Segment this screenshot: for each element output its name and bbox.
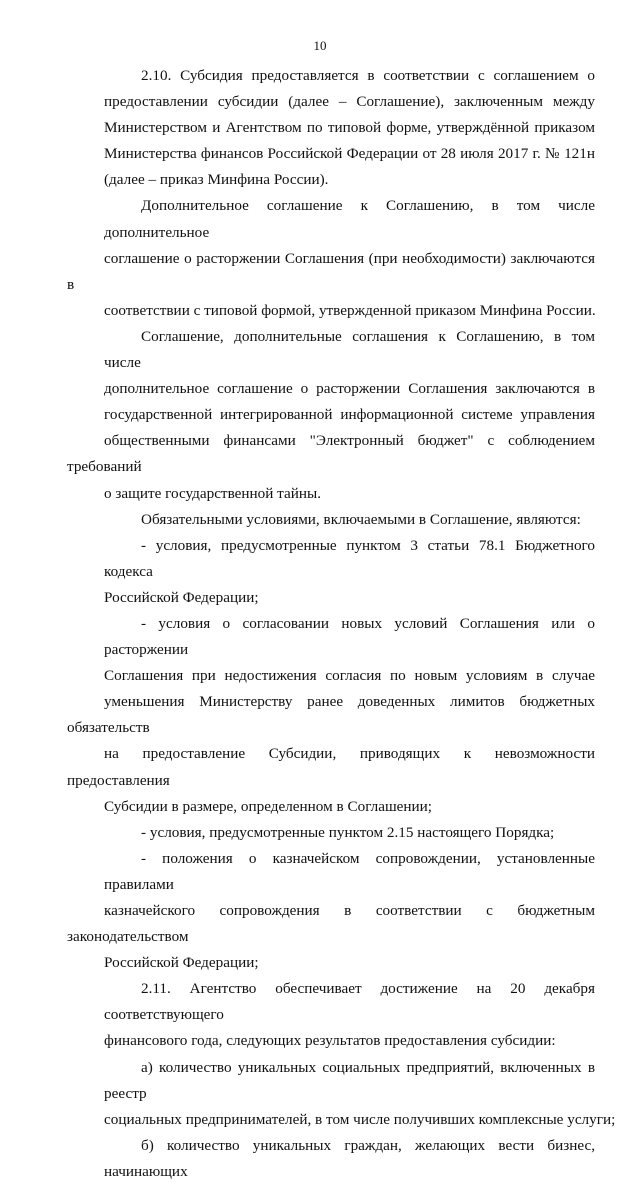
text-line: Обязательными условиями, включаемыми в Соглашение, являются: [141, 510, 581, 528]
paragraph-usloviya-soglasovanie [67, 611, 595, 820]
paragraph-2-10 [67, 63, 595, 193]
paragraph-elektronny-budzhet [67, 324, 595, 507]
text-line: государственной интегрированной информационной системе управления [104, 406, 595, 424]
paragraph-2-11-a [67, 1055, 616, 1133]
text-line: Министерства финансов Российской Федерации от 28 июля 2017 г. № 121н [104, 145, 595, 163]
text-line: социальных предпринимателей, в том числе получивших комплексные услуги; [104, 1110, 616, 1128]
document-body [67, 63, 616, 1185]
paragraph-dop-soglashenie [67, 193, 595, 323]
paragraph-usloviya-78-1 [67, 533, 595, 611]
paragraph-usloviya-2-15 [67, 820, 595, 846]
text-line: Российской Федерации; [104, 954, 259, 972]
text-line: 2.10. Субсидия предоставляется в соответствии с соглашением о [141, 67, 595, 84]
text-line: финансового года, следующих результатов предоставления субсидии: [104, 1032, 556, 1050]
text-line: соглашение о расторжении Соглашения (при необходимости) заключаются в [67, 249, 595, 293]
text-line: предоставлении субсидии (далее – Соглашение), заключенным между [104, 93, 595, 111]
text-line: Российской Федерации; [104, 588, 259, 606]
text-line: соответствии с типовой формой, утвержденной приказом Минфина России. [104, 301, 596, 319]
text-line: 2.11. Агентство обеспечивает достижение на 20 декабря соответствующего [104, 980, 595, 1024]
paragraph-obyazatelnye-usloviya [67, 507, 595, 533]
paragraph-2-11-b [67, 1133, 595, 1185]
text-line: общественными финансами "Электронный бюджет" с соблюдением требований [67, 432, 595, 476]
text-line: Министерством и Агентством по типовой форме, утверждённой приказом [104, 119, 595, 137]
text-line: Субсидии в размере, определенном в Соглашении; [104, 797, 433, 815]
text-line: - положения о казначейском сопровождении, установленные правилами [104, 849, 595, 893]
text-line: дополнительное соглашение о расторжении Соглашения заключаются в [104, 380, 595, 398]
text-line: б) количество уникальных граждан, желающих вести бизнес, начинающих [104, 1136, 595, 1180]
page-number: 10 [313, 38, 327, 53]
text-line: - условия, предусмотренные пунктом 2.15 настоящего Порядка; [141, 823, 555, 841]
text-line: Соглашение, дополнительные соглашения к Соглашению, в том числе [104, 327, 595, 372]
text-line: Соглашения при недостижения согласия по новым условиям в случае [104, 667, 595, 685]
text-line: о защите государственной тайны. [104, 484, 321, 502]
text-line: уменьшения Министерству ранее доведенных лимитов бюджетных обязательств [67, 693, 595, 737]
text-line: казначейского сопровождения в соответствии с бюджетным законодательством [67, 902, 595, 946]
text-line: (далее – приказ Минфина России). [104, 171, 329, 189]
paragraph-kaznacheyskoe [67, 846, 595, 976]
text-line: а) количество уникальных социальных предприятий, включенных в реестр [104, 1058, 595, 1102]
paragraph-2-11 [67, 976, 595, 1054]
text-line: на предоставление Субсидии, приводящих к невозможности предоставления [67, 745, 595, 789]
text-line: Дополнительное соглашение к Соглашению, в том числе дополнительное [104, 197, 595, 241]
text-line: - условия о согласовании новых условий Соглашения или о расторжении [104, 614, 595, 659]
text-line: - условия, предусмотренные пунктом 3 статьи 78.1 Бюджетного кодекса [104, 536, 595, 580]
